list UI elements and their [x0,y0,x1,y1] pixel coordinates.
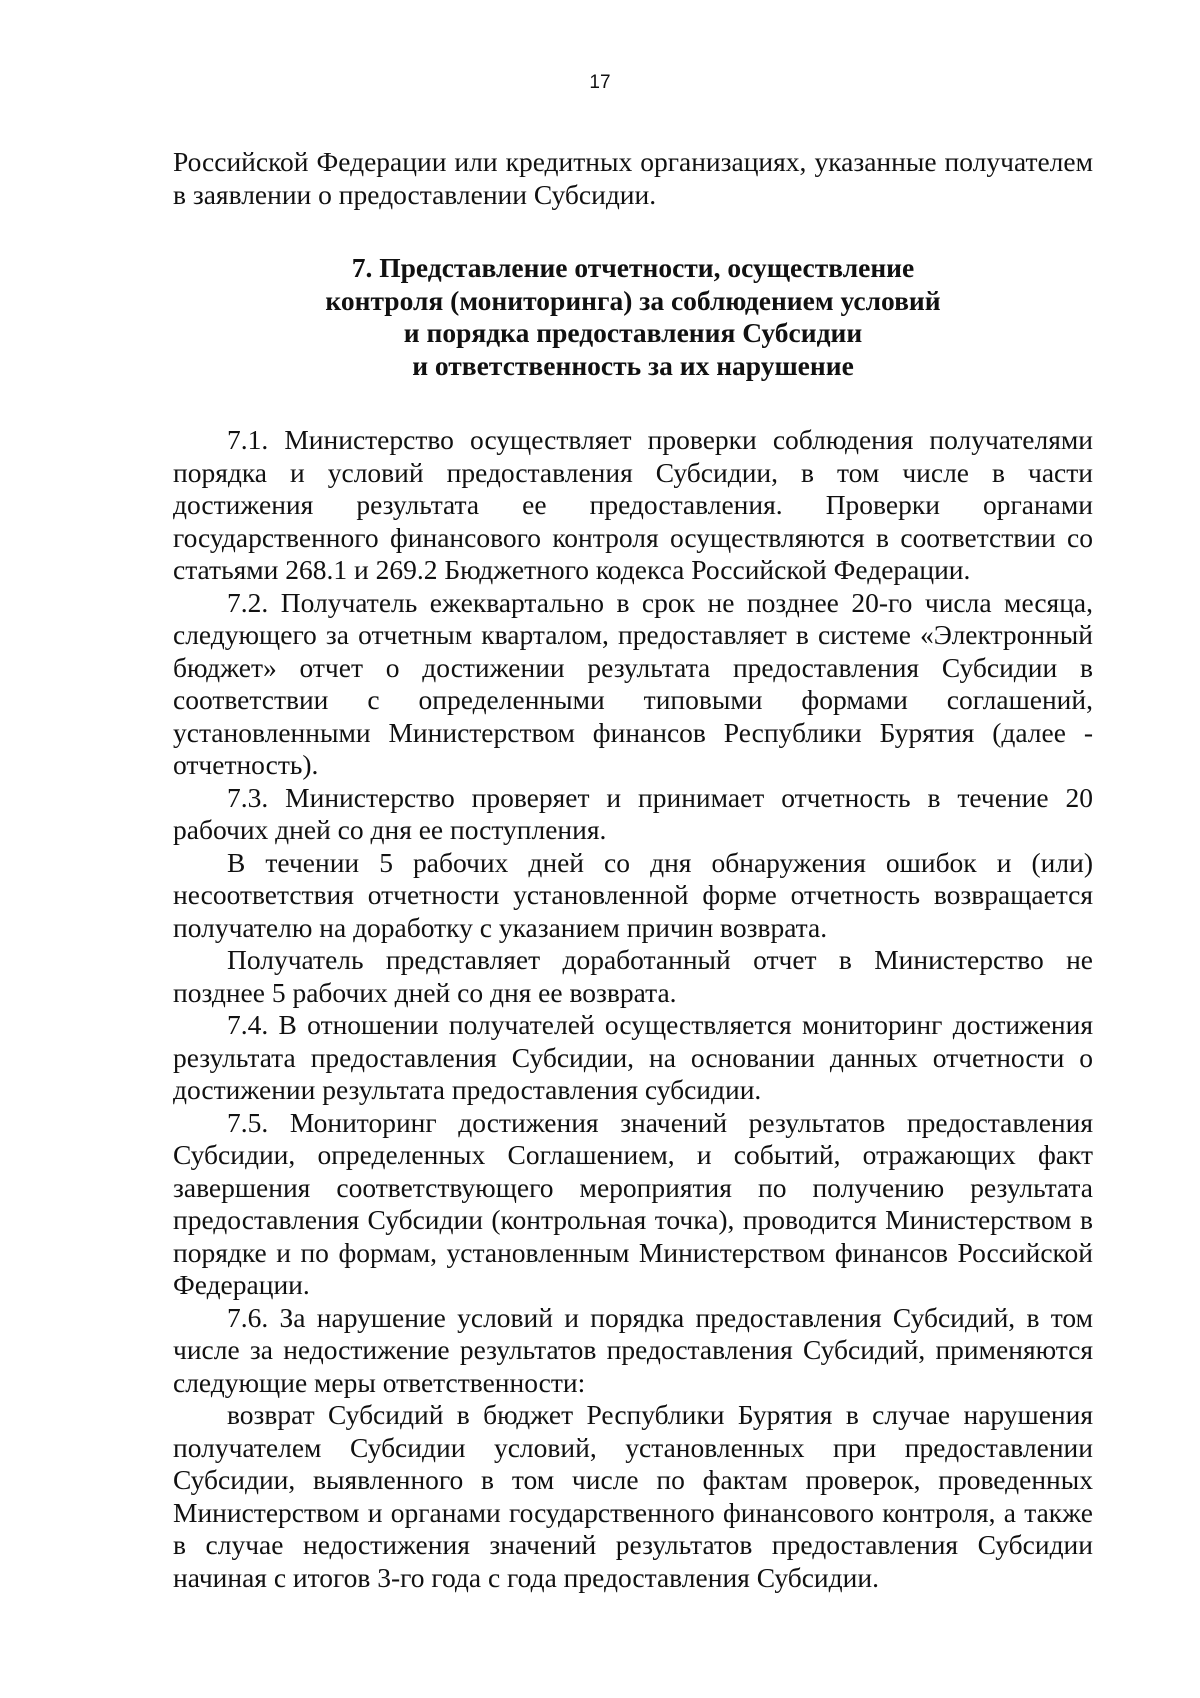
section-title-line: и порядка предоставления Субсидии [403,317,863,348]
paragraph-7-5: 7.5. Мониторинг достижения значений результатов предоставления Субсидии, определенных Соглашением, и событий, отражающих факт завершения соответствующего мероприятия по получению результата предоставления Субсидии (контрольная точка), проводится Министерством в порядке и по формам, установленным Министерством финансов Российской Федерации. [173,1106,1093,1300]
paragraph-7-3-resubmit: Получатель представляет доработанный отчет в Министерство не позднее 5 рабочих дней со дня ее возврата. [173,944,1093,1008]
paragraph-7-6-refund: возврат Субсидий в бюджет Республики Бурятия в случае нарушения получателем Субсидии условий, установленных при предоставлении Субсидии, выявленного в том числе по фактам проверок, проведенных Министерством и органами государственного финансового контроля, а также в случае недостижения значений результатов предоставления Субсидии начиная с итогов 3-го года с года предоставления Субсидии. [173,1399,1093,1593]
section-title-line: контроля (мониторинга) за соблюдением условий [325,284,941,316]
lead-paragraph: Российской Федерации или кредитных организациях, указанные получателем в заявлении о предоставлении Субсидии. [173,146,1093,210]
paragraph-7-6: 7.6. За нарушение условий и порядка предоставления Субсидий, в том числе за недостижение результатов предоставления Субсидий, применяются следующие меры ответственности: [173,1301,1093,1398]
section-title [173,211,1093,424]
paragraph-7-2: 7.2. Получатель ежеквартально в срок не позднее 20-го числа месяца, следующего за отчетным кварталом, предоставляет в системе «Электронный бюджет» отчет о достижении результата предоставления Субсидии в соответствии с определенными типовыми формами соглашений, установленными Министерством финансов Республики Бурятия (далее - отчетность). [173,586,1093,780]
page-number: 17 [589,72,611,93]
paragraph-7-1: 7.1. Министерство осуществляет проверки соблюдения получателями порядка и условий предоставления Субсидии, в том числе в части достижения результата ее предоставления. Проверки органами государственного финансового контроля осуществляются в соответствии со статьями 268.1 и 269.2 Бюджетного кодекса Российской Федерации. [173,424,1093,585]
section-title-line: 7. Представление отчетности, осуществление [351,252,915,283]
document-body [173,146,1093,1594]
section-title-line: и ответственность за их нарушение [412,349,854,381]
paragraph-7-4: 7.4. В отношении получателей осуществляется мониторинг достижения результата предоставления Субсидии, на основании данных отчетности о достижении результата предоставления субсидии. [173,1009,1093,1105]
paragraph-7-3: 7.3. Министерство проверяет и принимает отчетность в течение 20 рабочих дней со дня ее поступления. [173,781,1093,845]
paragraph-7-3-return: В течении 5 рабочих дней со дня обнаружения ошибок и (или) несоответствия отчетности установленной форме отчетность возвращается получателю на доработку с указанием причин возврата. [173,846,1093,943]
